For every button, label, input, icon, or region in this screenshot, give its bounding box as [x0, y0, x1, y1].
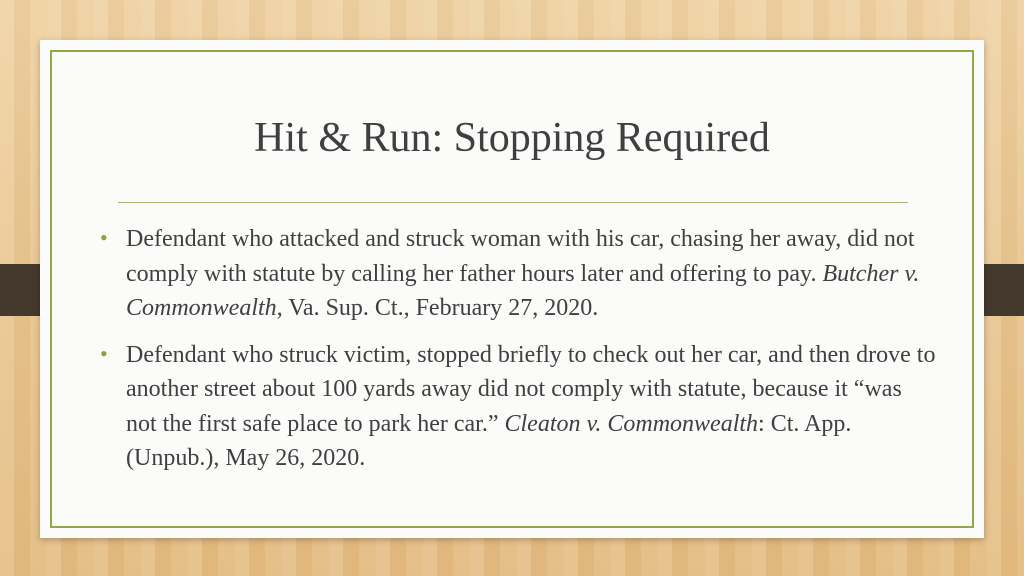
bullet-text: Defendant who attacked and struck woman with his car, chasing her away, did not comply with statute by calling her father hours later and offering to pay.: [126, 226, 915, 287]
title-divider: [118, 202, 908, 203]
bullet-dot-icon: •: [100, 225, 108, 250]
case-citation: Va. Sup. Ct., February 27, 2020.: [282, 295, 599, 321]
slide-card: [40, 40, 984, 538]
bullet-item-butcher: [100, 222, 936, 326]
bullet-list: [100, 222, 936, 488]
case-name: Cleaton v. Commonwealth: [504, 410, 759, 437]
slide-title: Hit & Run: Stopping Required: [254, 115, 770, 161]
bullet-text: Defendant who struck victim, stopped briefly to check out her car, and then drove to another street about 100 yards away did not comply with statute, because it “was not the first safe place to park her car.”: [126, 341, 936, 437]
case-citation: : Ct. App. (Unpub.), May 26, 2020.: [126, 410, 852, 471]
bullet-dot-icon: •: [100, 340, 108, 366]
case-name: Butcher v. Commonwealth,: [126, 260, 920, 321]
bullet-item-cleaton: [100, 338, 936, 476]
